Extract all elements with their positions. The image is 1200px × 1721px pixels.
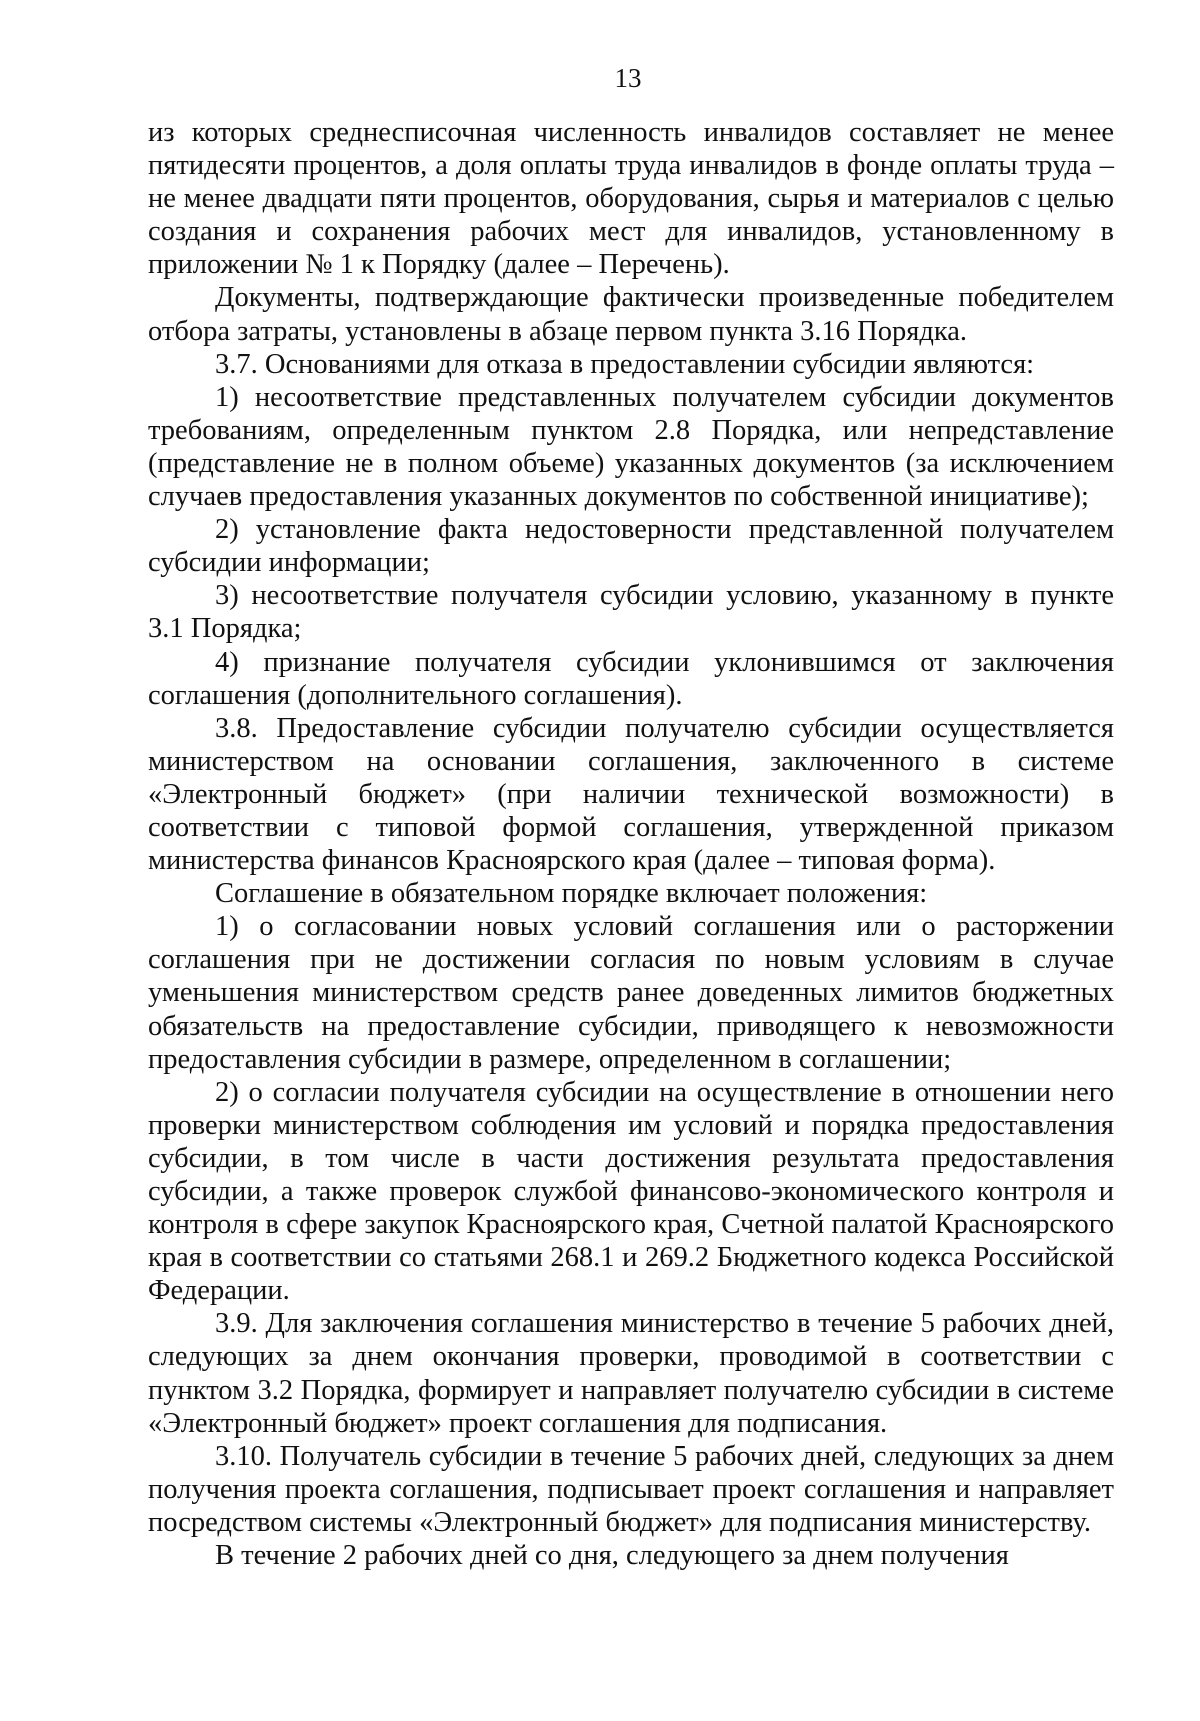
body-text xyxy=(148,116,1114,1572)
paragraph-3-7-item-3: 3) несоответствие получателя субсидии условию, указанному в пункте 3.1 Порядка; xyxy=(148,580,1114,645)
page-number: 13 xyxy=(614,63,642,93)
paragraph-3-8: 3.8. Предоставление субсидии получателю субсидии осуществляется министерством на основании соглашения, заключенного в системе «Электронный бюджет» (при наличии технической возможности) в соответствии с типовой формой соглашения, утвержденной приказом министерства финансов Красноярского края (далее – типовая форма). xyxy=(148,712,1114,877)
paragraph-3-7-item-2: 2) установление факта недостоверности представленной получателем субсидии информации; xyxy=(148,514,1114,579)
paragraph-provision-2: 2) о согласии получателя субсидии на осуществление в отношении него проверки министерством соблюдения им условий и порядка предоставления субсидии, в том числе в части достижения результата предоставления субсидии, а также проверок службой финансово-экономического контроля и контроля в сфере закупок Красноярского края, Счетной палатой Красноярского края в соответствии со статьями 268.1 и 269.2 Бюджетного кодекса Российской Федерации. xyxy=(148,1076,1114,1307)
paragraph-agreement-provisions: Соглашение в обязательном порядке включает положения: xyxy=(215,878,928,910)
paragraph-3-10: 3.10. Получатель субсидии в течение 5 рабочих дней, следующих за днем получения проекта соглашения, подписывает проект соглашения и направляет посредством системы «Электронный бюджет» для подписания министерству. xyxy=(148,1440,1114,1538)
paragraph-documents-confirming: Документы, подтверждающие фактически произведенные победителем отбора затраты, установлены в абзаце первом пункта 3.16 Порядка. xyxy=(148,282,1114,347)
paragraph-provision-1: 1) о согласовании новых условий соглашения или о расторжении соглашения при не достижении согласия по новым условиям в случае уменьшения министерством средств ранее доведенных лимитов бюджетных обязательств на предоставление субсидии, приводящего к невозможности предоставления субсидии в размере, определенном в соглашении; xyxy=(148,911,1114,1075)
paragraph-continuation: из которых среднесписочная численность инвалидов составляет не менее пятидесяти процентов, а доля оплаты труда инвалидов в фонде оплаты труда – не менее двадцати пяти процентов, оборудования, сырья и материалов с целью создания и сохранения рабочих мест для инвалидов, установленному в приложении № 1 к Порядку (далее – Перечень). xyxy=(148,117,1114,281)
paragraph-final-partial: В течение 2 рабочих дней со дня, следующего за днем получения xyxy=(215,1540,1009,1572)
paragraph-3-7: 3.7. Основаниями для отказа в предоставлении субсидии являются: xyxy=(215,348,1035,380)
paragraph-3-7-item-4: 4) признание получателя субсидии уклонившимся от заключения соглашения (дополнительного соглашения). xyxy=(148,646,1114,711)
paragraph-3-7-item-1: 1) несоответствие представленных получателем субсидии документов требованиям, определенным пунктом 2.8 Порядка, или непредставление (представление не в полном объеме) указанных документов (за исключением случаев предоставления указанных документов по собственной инициативе); xyxy=(148,381,1114,513)
paragraph-3-9: 3.9. Для заключения соглашения министерство в течение 5 рабочих дней, следующих за днем окончания проверки, проводимой в соответствии с пунктом 3.2 Порядка, формирует и направляет получателю субсидии в системе «Электронный бюджет» проект соглашения для подписания. xyxy=(148,1308,1114,1439)
